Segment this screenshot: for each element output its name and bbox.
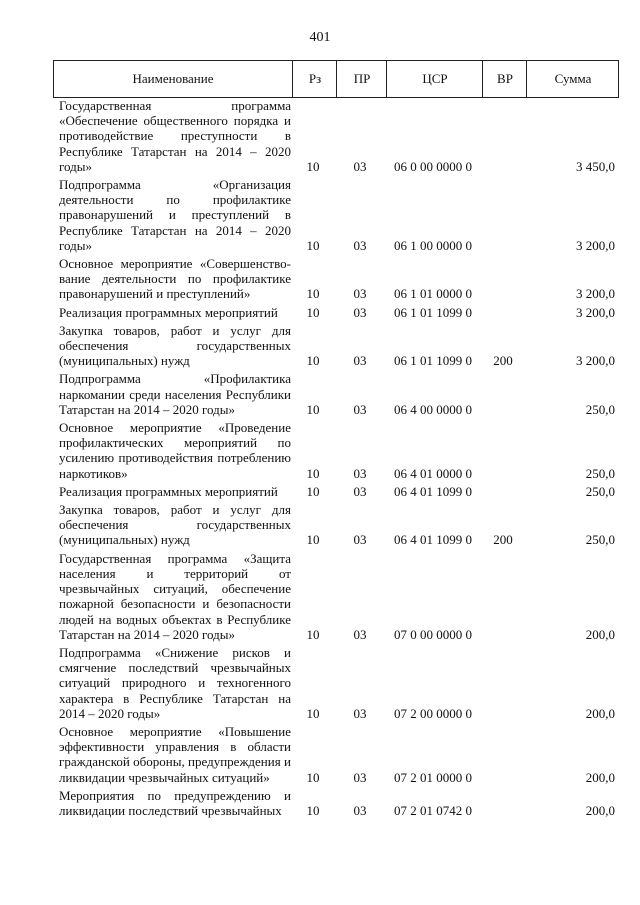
row-rz: 10 [306, 304, 320, 320]
table-row [53, 420, 619, 481]
row-pr: 03 [353, 401, 367, 417]
row-name: Государственная программа «Защита населения и территорий от чрезвычайных ситуаций, обеспечение пожарной безопасности и безопасности людей на водных объектах в Республике Татарстан на 2014 – 2020 годы» [59, 550, 291, 642]
row-pr: 03 [353, 353, 367, 369]
row-csr: 06 4 00 0000 0 [394, 401, 472, 417]
row-csr: 06 1 01 0000 0 [394, 286, 472, 302]
row-rz: 10 [306, 158, 320, 174]
row-csr: 06 0 00 0000 0 [394, 158, 472, 174]
row-rz: 10 [306, 465, 320, 481]
page-number: 401 [309, 30, 331, 45]
header-rz: Рз [292, 61, 337, 97]
row-csr: 06 4 01 1099 0 [394, 483, 472, 499]
row-pr: 03 [353, 769, 367, 785]
table-row [53, 788, 619, 818]
table-row [53, 371, 619, 417]
table-row [53, 256, 619, 302]
table-row [53, 645, 619, 721]
table-row [53, 98, 619, 174]
row-sum: 200,0 [585, 626, 615, 642]
row-pr: 03 [353, 483, 367, 499]
budget-table [53, 60, 619, 818]
row-rz: 10 [306, 353, 320, 369]
row-csr: 07 2 01 0742 0 [394, 802, 472, 818]
row-name: Основное мероприятие «Повышение эффективности управления в области гражданской обороны, предупреждения и ликвидации чрезвычайных ситуаций» [59, 723, 291, 785]
table-row [53, 502, 619, 548]
row-sum: 250,0 [585, 532, 615, 548]
row-pr: 03 [353, 286, 367, 302]
row-pr: 03 [353, 237, 367, 253]
row-csr: 07 0 00 0000 0 [394, 626, 472, 642]
row-sum: 200,0 [585, 769, 615, 785]
row-name: Подпрограмма «Организация деятельности по профилактике правонарушений и преступлений в Республике Татарстан на 2014 – 2020 годы» [59, 177, 291, 253]
row-rz: 10 [306, 705, 320, 721]
row-name: Подпрограмма «Снижение рисков и смягчение последствий чрезвычайных ситуаций природного и техногенного характера в Республике Татарстан на 2014 – 2020 годы» [59, 644, 291, 721]
row-csr: 07 2 00 0000 0 [394, 705, 472, 721]
table-row [53, 323, 619, 369]
table-row [53, 724, 619, 785]
row-sum: 3 200,0 [576, 237, 615, 253]
row-csr: 06 1 01 1099 0 [394, 353, 472, 369]
row-vr: 200 [493, 532, 513, 548]
row-rz: 10 [306, 769, 320, 785]
row-sum: 200,0 [585, 802, 615, 818]
row-rz: 10 [306, 532, 320, 548]
row-rz: 10 [306, 237, 320, 253]
row-csr: 06 4 01 1099 0 [394, 532, 472, 548]
table-row [53, 305, 619, 320]
row-name: Основное мероприятие «Совершенство-вание деятельности по профилактике правонарушений и преступлений» [59, 256, 291, 302]
row-rz: 10 [306, 483, 320, 499]
row-name: Закупка товаров, работ и услуг для обеспечения государственных (муниципальных) нужд [59, 322, 291, 369]
row-name: Государственная программа «Обеспечение общественного порядка и противодействие преступности в Республике Татарстан на 2014 – 2020 годы» [59, 98, 291, 174]
row-pr: 03 [353, 304, 367, 320]
row-pr: 03 [353, 532, 367, 548]
row-csr: 06 1 01 1099 0 [394, 304, 472, 320]
row-name: Основное мероприятие «Проведение профилактических мероприятий по усилению противодействия потреблению наркотиков» [59, 420, 291, 481]
row-pr: 03 [353, 158, 367, 174]
row-sum: 3 200,0 [576, 304, 615, 320]
row-pr: 03 [353, 802, 367, 818]
row-sum: 3 200,0 [576, 353, 615, 369]
row-rz: 10 [306, 626, 320, 642]
table-body [53, 98, 619, 818]
row-rz: 10 [306, 401, 320, 417]
row-sum: 3 200,0 [576, 286, 615, 302]
row-name: Закупка товаров, работ и услуг для обеспечения государственных (муниципальных) нужд [59, 502, 291, 548]
row-sum: 3 450,0 [576, 158, 615, 174]
row-pr: 03 [353, 626, 367, 642]
row-vr: 200 [493, 353, 513, 369]
row-pr: 03 [353, 465, 367, 481]
header-name: Наименование [132, 71, 214, 86]
row-csr: 07 2 01 0000 0 [394, 769, 472, 785]
table-row [53, 484, 619, 499]
table-row [53, 551, 619, 642]
header-csr: ЦСР [386, 61, 483, 97]
row-rz: 10 [306, 802, 320, 818]
table-row [53, 177, 619, 253]
row-rz: 10 [306, 286, 320, 302]
header-sum: Сумма [526, 61, 619, 97]
row-name: Мероприятия по предупреждению и ликвидации последствий чрезвычайных [59, 787, 291, 818]
row-name: Подпрограмма «Профилактика наркомании среди населения Республики Татарстан на 2014 – 2020 годы» [59, 371, 291, 417]
row-sum: 250,0 [585, 483, 615, 499]
row-name: Реализация программных мероприятий [59, 483, 278, 499]
header-vr: ВР [482, 61, 527, 97]
table-header [53, 60, 619, 98]
header-pr: ПР [336, 61, 387, 97]
row-pr: 03 [353, 705, 367, 721]
row-csr: 06 1 00 0000 0 [394, 237, 472, 253]
row-csr: 06 4 01 0000 0 [394, 465, 472, 481]
row-sum: 250,0 [585, 401, 615, 417]
row-sum: 250,0 [585, 465, 615, 481]
row-name: Реализация программных мероприятий [59, 304, 278, 320]
row-sum: 200,0 [585, 705, 615, 721]
